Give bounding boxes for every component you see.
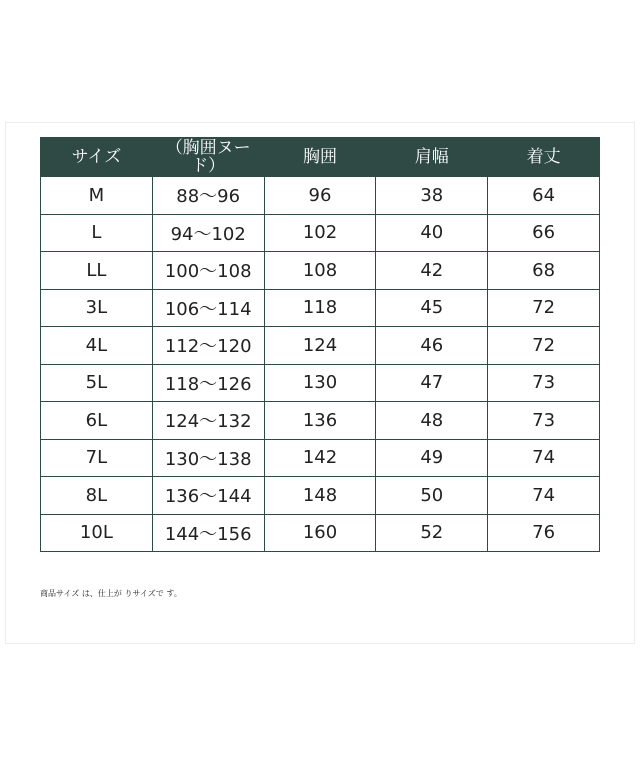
cell-nude-chest: 112～120 — [152, 327, 264, 365]
cell-nude-chest: 88～96 — [152, 177, 264, 215]
cell-length: 64 — [488, 177, 600, 215]
cell-shoulder-width: 46 — [376, 327, 488, 365]
header-shoulder-width: 肩幅 — [376, 138, 488, 177]
cell-size: 5L — [41, 364, 153, 402]
cell-nude-chest: 130～138 — [152, 439, 264, 477]
cell-shoulder-width: 38 — [376, 177, 488, 215]
header-chest: 胸囲 — [264, 138, 376, 177]
cell-chest: 130 — [264, 364, 376, 402]
cell-chest: 102 — [264, 214, 376, 252]
cell-size: L — [41, 214, 153, 252]
cell-chest: 160 — [264, 514, 376, 552]
table-header-row — [41, 138, 600, 177]
cell-nude-chest: 136～144 — [152, 477, 264, 515]
header-size: サイズ — [41, 138, 153, 177]
table-row — [41, 327, 600, 365]
size-chart-table — [40, 137, 600, 552]
cell-shoulder-width: 40 — [376, 214, 488, 252]
table-row — [41, 214, 600, 252]
cell-shoulder-width: 45 — [376, 289, 488, 327]
table-row — [41, 402, 600, 440]
table-row — [41, 514, 600, 552]
cell-size: 3L — [41, 289, 153, 327]
cell-shoulder-width: 42 — [376, 252, 488, 290]
cell-shoulder-width: 47 — [376, 364, 488, 402]
cell-chest: 96 — [264, 177, 376, 215]
cell-shoulder-width: 49 — [376, 439, 488, 477]
table-row — [41, 364, 600, 402]
cell-size: 10L — [41, 514, 153, 552]
table-row — [41, 177, 600, 215]
cell-chest: 142 — [264, 439, 376, 477]
cell-length: 73 — [488, 402, 600, 440]
cell-nude-chest: 118～126 — [152, 364, 264, 402]
cell-chest: 108 — [264, 252, 376, 290]
cell-length: 76 — [488, 514, 600, 552]
cell-chest: 118 — [264, 289, 376, 327]
table-row — [41, 477, 600, 515]
cell-length: 72 — [488, 327, 600, 365]
table-row — [41, 439, 600, 477]
cell-nude-chest: 144～156 — [152, 514, 264, 552]
cell-length: 66 — [488, 214, 600, 252]
cell-size: LL — [41, 252, 153, 290]
table-row — [41, 289, 600, 327]
cell-length: 74 — [488, 477, 600, 515]
cell-chest: 124 — [264, 327, 376, 365]
cell-nude-chest: 124～132 — [152, 402, 264, 440]
size-note: 商品サイズ は、仕上が りサイズで す。 — [40, 589, 182, 598]
table-row — [41, 252, 600, 290]
header-nude-chest: （胸囲ヌード） — [152, 138, 264, 177]
cell-shoulder-width: 48 — [376, 402, 488, 440]
cell-chest: 136 — [264, 402, 376, 440]
cell-size: 7L — [41, 439, 153, 477]
cell-length: 74 — [488, 439, 600, 477]
cell-size: 8L — [41, 477, 153, 515]
cell-size: 6L — [41, 402, 153, 440]
cell-length: 72 — [488, 289, 600, 327]
cell-shoulder-width: 50 — [376, 477, 488, 515]
cell-chest: 148 — [264, 477, 376, 515]
cell-size: 4L — [41, 327, 153, 365]
cell-nude-chest: 94～102 — [152, 214, 264, 252]
header-length: 着丈 — [488, 138, 600, 177]
cell-size: M — [41, 177, 153, 215]
cell-nude-chest: 100～108 — [152, 252, 264, 290]
cell-nude-chest: 106～114 — [152, 289, 264, 327]
cell-shoulder-width: 52 — [376, 514, 488, 552]
cell-length: 68 — [488, 252, 600, 290]
cell-length: 73 — [488, 364, 600, 402]
